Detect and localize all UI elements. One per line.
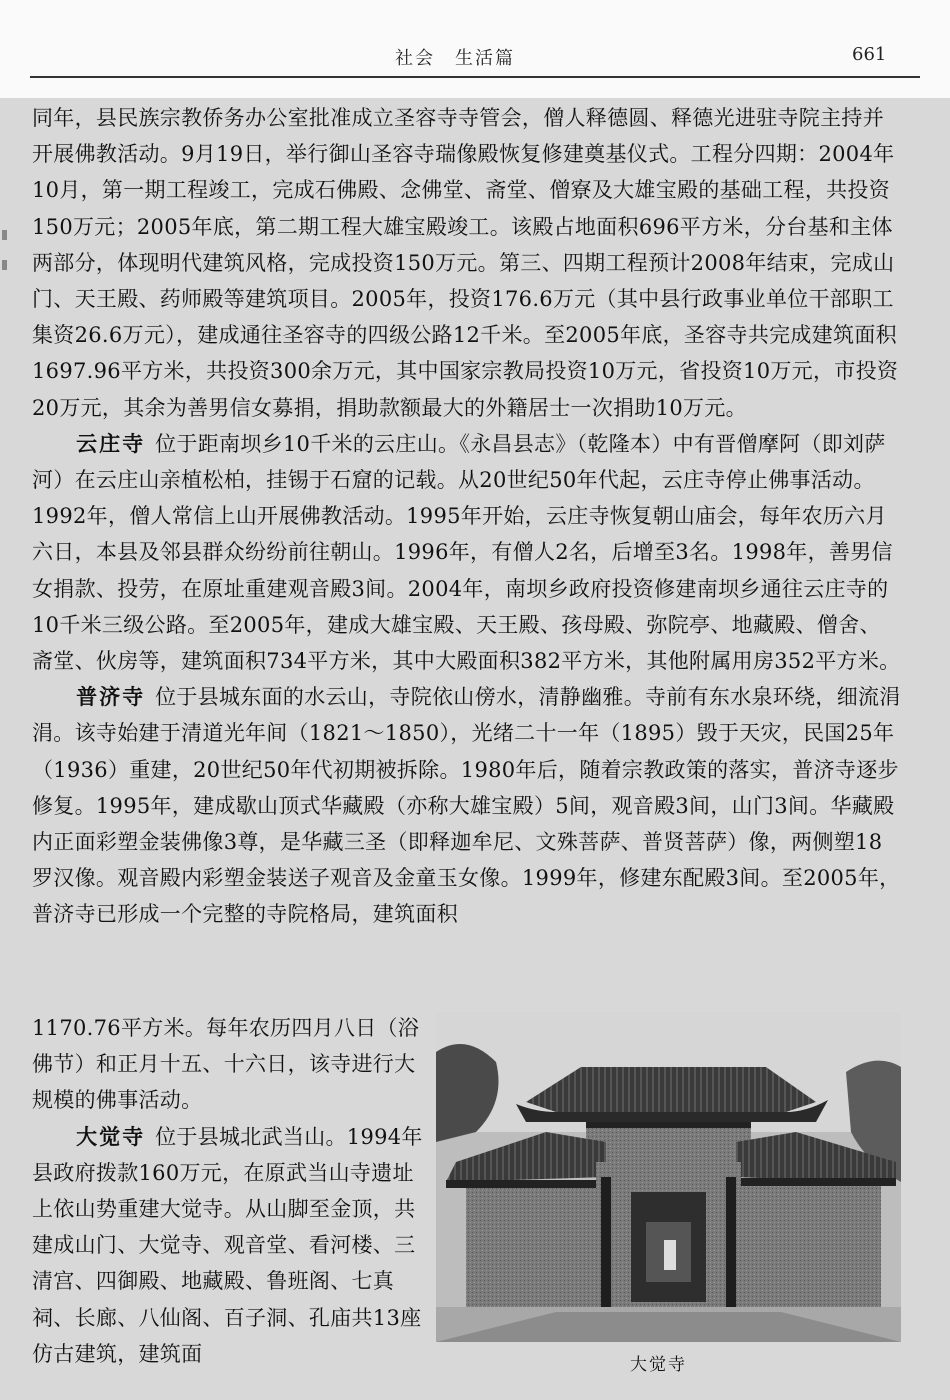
temple-illustration xyxy=(436,1012,901,1342)
body-text xyxy=(32,100,902,933)
margin-mark xyxy=(2,260,7,270)
running-head: 社会 生活篇 xyxy=(395,48,515,69)
page-number: 661 xyxy=(852,44,887,65)
paragraph-text: 位于县城东面的水云山，寺院依山傍水，清静幽雅。寺前有东水泉环绕，细流涓涓。该寺始建于清道光年间（1821～1850），光绪二十一年（1895）毁于天灾，民国25年（1936）重建，20世纪50年代初期被拆除。1980年后，随着宗教政策的落实，普济寺逐步修复。1995年，建成歇山顶式华藏殿（亦称大雄宝殿）5间，观音殿3间，山门3间。华藏殿内正面彩塑金装佛像3尊，是华藏三圣（即释迦牟尼、文殊菩萨、普贤菩萨）像，两侧塑18罗汉像。观音殿内彩塑金装送子观音及金童玉女像。1999年，修建东配殿3间。至2005年，普济寺已形成一个完整的寺院格局，建筑面积 xyxy=(32,685,901,927)
paragraph-text: 1170.76平方米。每年农历四月八日（浴佛节）和正月十五、十六日，该寺进行大规模的佛事活动。 xyxy=(32,1016,420,1113)
wrapped-text-column xyxy=(32,1010,432,1372)
photo-caption: 大觉寺 xyxy=(630,1355,687,1375)
paragraph-text: 同年，县民族宗教侨务办公室批准成立圣容寺寺管会，僧人释德圆、释德光进驻寺院主持并开展佛教活动。9月19日，举行御山圣容寺瑞像殿恢复修建奠基仪式。工程分四期：2004年10月，第一期工程竣工，完成石佛殿、念佛堂、斋堂、僧寮及大雄宝殿的基础工程，共投资150万元；2005年底，第二期工程大雄宝殿竣工。该殿占地面积696平方米，分台基和主体两部分，体现明代建筑风格，完成投资150万元。第三、四期工程预计2008年结束，完成山门、天王殿、药师殿等建筑项目。2005年，投资176.6万元（其中县行政事业单位干部职工集资26.6万元），建成通往圣容寺的四级公路12千米。至2005年底，圣容寺共完成建筑面积1697.96平方米，共投资300余万元，其中国家宗教局投资10万元，省投资10万元，市投资20万元，其余为善男信女募捐，捐助款额最大的外籍居士一次捐助10万元。 xyxy=(32,106,899,420)
paragraph-puji-continued xyxy=(32,1010,432,1119)
entry-title: 大觉寺 xyxy=(76,1123,146,1149)
entry-title: 普济寺 xyxy=(76,684,146,710)
header-rule xyxy=(30,76,920,78)
paragraph-text: 位于距南坝乡10千米的云庄山。《永昌县志》（乾隆本）中有晋僧摩阿（即刘萨河）在云庄山亲植松柏，挂锡于石窟的记载。从20世纪50年代起，云庄寺停止佛事活动。1992年，僧人常信上山开展佛教活动。1995年开始，云庄寺恢复朝山庙会，每年农历六月六日，本县及邻县群众纷纷前往朝山。1996年，有僧人2名，后增至3名。1998年，善男信女捐款、投劳，在原址重建观音殿3间。2004年，南坝乡政府投资修建南坝乡通往云庄寺的10千米三级公路。至2005年，建成大雄宝殿、天王殿、孩母殿、弥院亭、地藏殿、僧舍、斋堂、伙房等，建筑面积734平方米，其中大殿面积382平方米，其他附属用房352平方米。 xyxy=(32,431,901,674)
paragraph-yunzhuang xyxy=(32,426,902,679)
paragraph-text: 位于县城北武当山。1994年县政府拨款160万元，在原武当山寺遗址上依山势重建大觉寺。从山脚至金顶，共建成山门、大觉寺、观音堂、看河楼、三清宫、四御殿、地藏殿、鲁班阁、七真祠、长廊、八仙阁、百子洞、孔庙共13座仿古建筑，建筑面 xyxy=(32,1124,423,1366)
margin-mark xyxy=(2,230,7,240)
paragraph-dajue xyxy=(32,1119,432,1372)
page-header-area xyxy=(0,0,950,100)
temple-photo xyxy=(436,1012,901,1342)
entry-title: 云庄寺 xyxy=(76,430,146,456)
paragraph-shengrong xyxy=(32,100,902,426)
paragraph-puji xyxy=(32,679,902,932)
